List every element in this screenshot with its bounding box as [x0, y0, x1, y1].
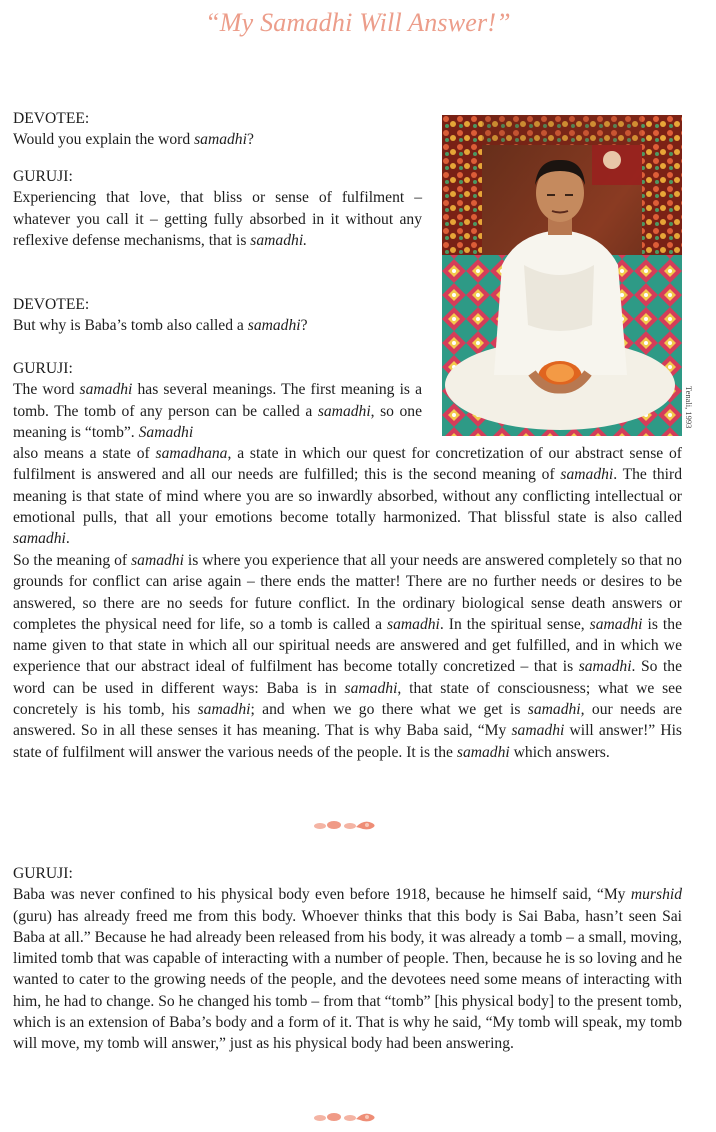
italic-term: samadhi [344, 679, 398, 697]
italic-term: samadhi [560, 466, 614, 484]
italic-term: samadhi [131, 552, 184, 569]
text-run: will answer!” His state of fulfilment will answer the various needs of the people. It is the [13, 722, 682, 761]
italic-term: samadhi [79, 381, 133, 399]
italic-term: samadhi. [250, 231, 308, 249]
flower-ornament-icon [312, 819, 380, 831]
speaker-label: GURUJI: [13, 865, 73, 882]
page-title: “My Samadhi Will Answer!” [205, 8, 511, 37]
text-run: But why is Baba’s tomb also called a [13, 317, 248, 335]
text-run: The word [13, 381, 80, 399]
speaker-label: DEVOTEE: [13, 110, 90, 127]
guruji-answer-1 [13, 166, 422, 251]
answer-text [13, 187, 422, 251]
speaker-label: GURUJI: [13, 360, 73, 377]
text-run: , that state of consciousness; what we see concretely is his tomb, his [13, 679, 682, 719]
text-run: is the name given to that state in which all our spiritual needs are answered and get fulfilled, and in which we experience that our abstract ideal of fulfilment has become totally concretized – that is [13, 615, 682, 676]
answer-text [13, 884, 682, 1054]
text-run: ? [246, 131, 254, 149]
text-run: Baba was never confined to his physical body even before 1918, because he himself said, “My [13, 886, 631, 904]
answer-text-narrow [13, 379, 422, 443]
text-run: Would you explain the word [13, 131, 195, 149]
italic-term: samadhana [155, 445, 228, 462]
speaker-label: GURUJI: [13, 168, 73, 185]
text-run: is where you experience that all your needs are answered completely so that no grounds for conflict can arise again – there ends the matter! There are no further needs or desires to be answered, so there are no seeds for future conflict. In the ordinary biological sense death answers or completes the physical need for life, so a tomb is called a [13, 552, 682, 633]
speaker-label: DEVOTEE: [13, 296, 90, 313]
text-run: also means a state of [13, 445, 156, 462]
italic-term: samadhi [194, 131, 247, 149]
guruji-photo [442, 115, 682, 436]
italic-term: samadhi [456, 743, 510, 761]
text-run: . The third meaning is that state of mind where you are so inwardly absorbed, without any conflicting intellectual or emotional pulls, that all your emotions become totally harmonized. That blissful state is also called [13, 466, 682, 526]
question-text [13, 315, 422, 336]
italic-term: samadhi [589, 615, 643, 633]
guruji-answer-2-paragraph-2 [13, 550, 682, 763]
italic-term: samadhi [13, 530, 66, 548]
text-run: . So the word can be used in different ways: Baba is in [13, 658, 683, 697]
text-run: . [65, 530, 70, 548]
text-run: . In the spiritual sense, [439, 615, 590, 633]
text-run: So the meaning of [13, 552, 132, 569]
question-text [13, 129, 422, 150]
guruji-answer-2-continued [13, 443, 682, 549]
italic-term: samadhi, [527, 701, 585, 719]
italic-term: samadhi [247, 317, 301, 335]
text-run: ? [300, 317, 308, 335]
text-run: ; and when we go there what we get is [250, 701, 528, 719]
devotee-question-2 [13, 294, 422, 337]
text-run: (guru) has already freed me from this body. Whoever thinks that this body is Sai Baba, hasn’t seen Sai Baba at all.” Because he had already been released from his body, it was already a tomb – a small, moving, limited tomb that was capable of interacting with a number of people. Then, because he is so loving and he wanted to cater to the growing needs of the people, and the devotees need some means of interacting with him, he had to change. So he changed his tomb – from that “tomb” [his physical body] to the present tomb, which is an extension of Baba’s body and a form of it. That is why he said, “My tomb will speak, my tomb will move, my tomb will answer,” just as his physical body had been answering. [13, 907, 682, 1053]
italic-term: murshid [630, 886, 682, 904]
italic-term: samadhi [578, 658, 632, 676]
text-run: Experiencing that love, that bliss or sense of fulfilment – whatever you call it – getting fully absorbed in it without any reflexive defense mechanisms, that is [13, 189, 422, 249]
text-run: which answers. [509, 743, 610, 761]
text-run: has several meanings. The first meaning is a tomb. The tomb of any person can be called a [13, 381, 423, 420]
text-run: , a state in which our quest for concretization of our abstract sense of fulfilment is answered and all our needs are fulfilled; this is the second meaning of [13, 445, 682, 484]
italic-term: samadhi [317, 402, 371, 420]
devotee-question-1 [13, 108, 422, 151]
text-run: , so one meaning is “tomb”. [13, 402, 423, 441]
guruji-answer-3 [13, 863, 682, 1055]
italic-term: samadhi [511, 722, 565, 740]
italic-term: samadhi [387, 615, 440, 633]
italic-term: samadhi [197, 701, 251, 719]
flower-ornament-icon [312, 1111, 380, 1123]
photo-credit [684, 386, 714, 436]
photo-credit-text: Tenali, 1993 [684, 386, 694, 429]
guruji-answer-2 [13, 358, 422, 443]
text-run: our needs are answered. So in all these senses it has meaning. That is why Baba said, “My [13, 701, 682, 740]
italic-term: Samadhi [138, 423, 194, 441]
